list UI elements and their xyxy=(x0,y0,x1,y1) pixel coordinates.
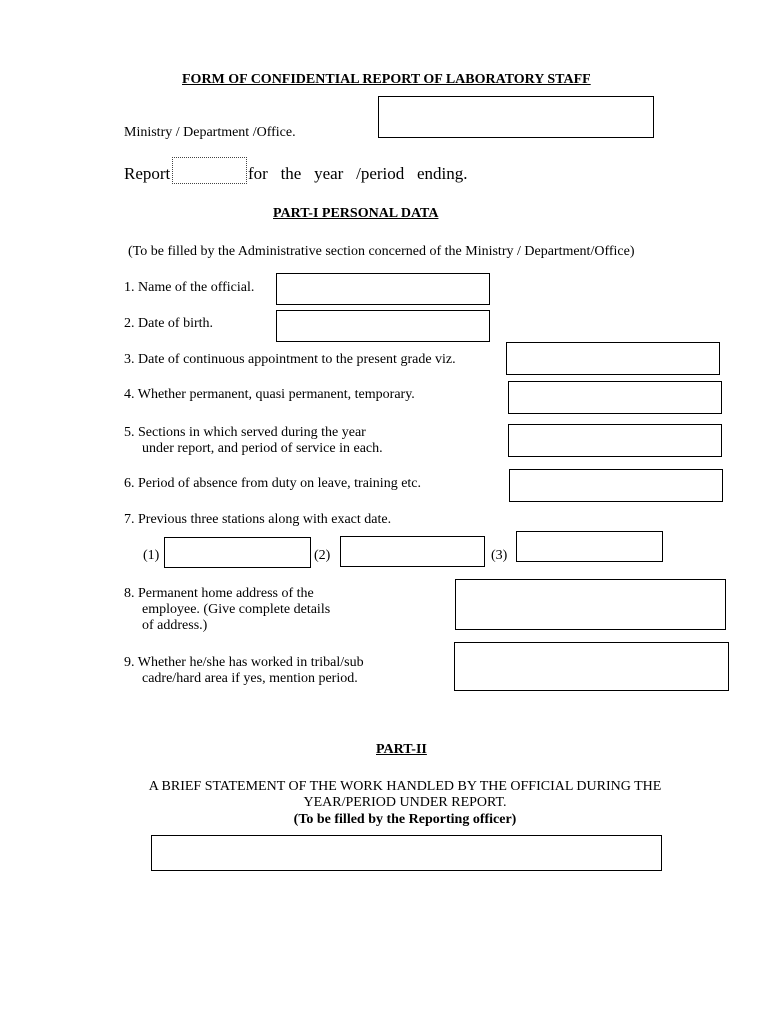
station-1-field[interactable] xyxy=(164,537,311,568)
item-sections-line2: under report, and period of service in each. xyxy=(142,441,383,456)
part1-note: (To be filled by the Administrative section concerned of the Ministry / Department/Office) xyxy=(128,244,635,259)
report-word: Report xyxy=(124,164,171,183)
form-title: FORM OF CONFIDENTIAL REPORT OF LABORATORY STAFF xyxy=(182,72,591,87)
item-name-label: 1. Name of the official. xyxy=(124,280,255,295)
address-field[interactable] xyxy=(455,579,726,630)
item-address-line3: of address.) xyxy=(142,618,208,633)
part2-filled-by: (To be filled by the Reporting officer) xyxy=(293,812,517,827)
item-sections-line1: 5. Sections in which served during the year xyxy=(124,425,366,440)
item-status-label: 4. Whether permanent, quasi permanent, temporary. xyxy=(124,387,415,402)
status-field[interactable] xyxy=(508,381,722,414)
ministry-field[interactable] xyxy=(378,96,654,138)
item-absence-label: 6. Period of absence from duty on leave, training etc. xyxy=(124,476,422,491)
station-3-field[interactable] xyxy=(516,531,663,562)
item-appointment-label: 3. Date of continuous appointment to the present grade viz. xyxy=(124,352,456,367)
report-suffix: for the year /period ending. xyxy=(248,164,468,183)
part2-heading: PART-II xyxy=(376,742,427,757)
ministry-label: Ministry / Department /Office. xyxy=(124,125,296,140)
item-tribal-line2: cadre/hard area if yes, mention period. xyxy=(142,671,358,686)
station-3-label: (3) xyxy=(491,548,508,563)
station-2-field[interactable] xyxy=(340,536,485,567)
station-1-label: (1) xyxy=(143,548,160,563)
item-address-line2: employee. (Give complete details xyxy=(142,602,331,617)
appointment-date-field[interactable] xyxy=(506,342,720,375)
work-statement-field[interactable] xyxy=(151,835,662,871)
item-address-line1: 8. Permanent home address of the xyxy=(124,586,314,601)
dob-field[interactable] xyxy=(276,310,490,342)
part2-statement-line2: YEAR/PERIOD UNDER REPORT. xyxy=(303,795,507,810)
absence-field[interactable] xyxy=(509,469,723,502)
name-field[interactable] xyxy=(276,273,490,305)
sections-field[interactable] xyxy=(508,424,722,457)
part1-heading: PART-I PERSONAL DATA xyxy=(273,206,439,221)
item-stations-label: 7. Previous three stations along with exact date. xyxy=(124,512,392,527)
tribal-area-field[interactable] xyxy=(454,642,729,691)
report-period-field[interactable] xyxy=(172,157,247,184)
part2-statement-line1: A BRIEF STATEMENT OF THE WORK HANDLED BY THE OFFICIAL DURING THE xyxy=(148,779,662,794)
item-tribal-line1: 9. Whether he/she has worked in tribal/sub xyxy=(124,655,364,670)
item-dob-label: 2. Date of birth. xyxy=(124,316,214,331)
station-2-label: (2) xyxy=(314,548,331,563)
